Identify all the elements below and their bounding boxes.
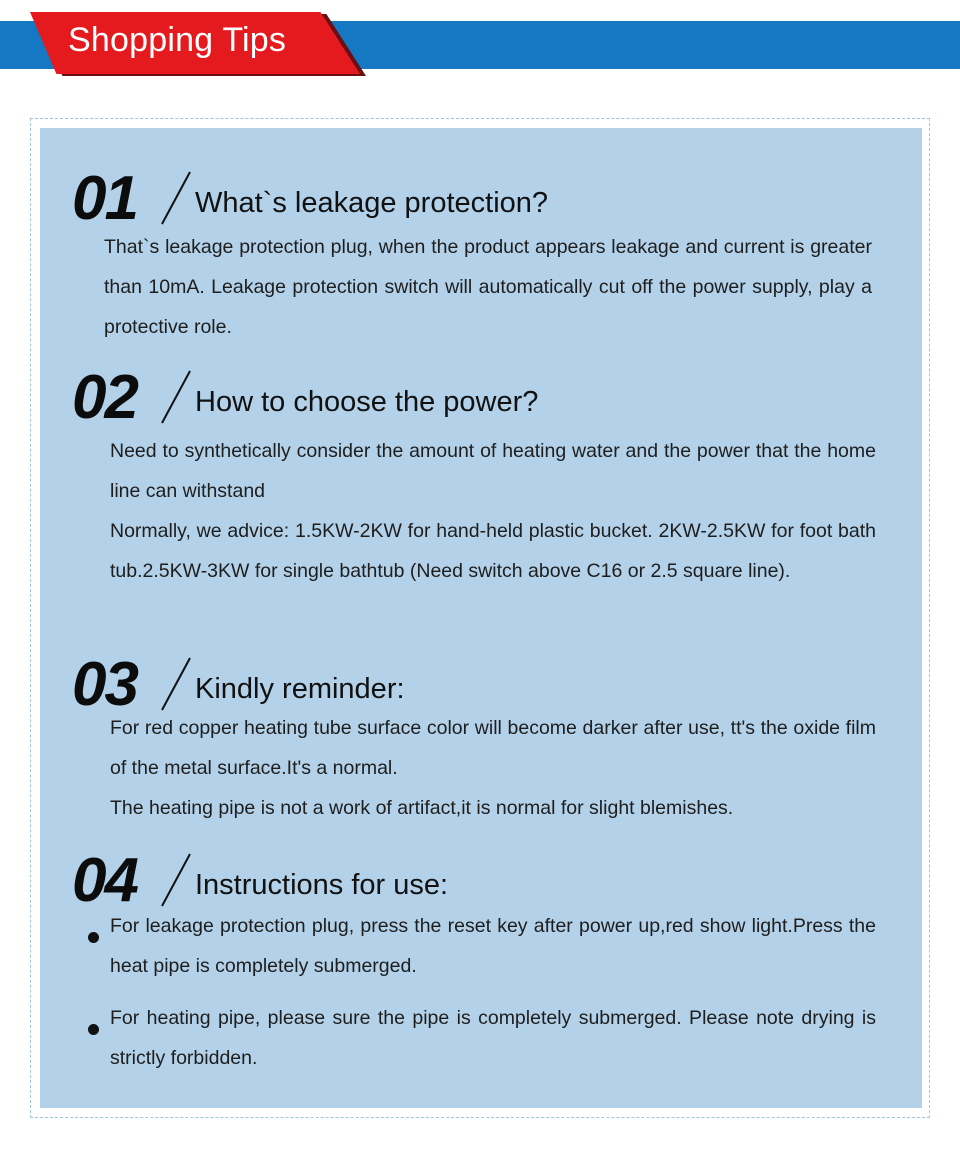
- bullet-item: [110, 998, 876, 1078]
- slash-divider-icon: [156, 369, 196, 425]
- section-body: [104, 227, 872, 347]
- bullet-icon: [88, 932, 99, 943]
- bullet-text: For leakage protection plug, press the reset key after power up,red show light.Press the heat pipe is completely submerged.: [110, 915, 876, 977]
- slash-divider-icon: [156, 852, 196, 908]
- section-heading: What`s leakage protection?: [195, 187, 549, 219]
- section-number: 01: [72, 164, 137, 233]
- paragraph: Need to synthetically consider the amount of heating water and the power that the home line can withstand: [110, 440, 876, 502]
- paragraph: The heating pipe is not a work of artifact,it is normal for slight blemishes.: [110, 797, 734, 819]
- section-02: [40, 363, 922, 633]
- section-body: [110, 431, 876, 591]
- section-heading: Instructions for use:: [195, 869, 449, 901]
- section-heading: How to choose the power?: [195, 386, 539, 418]
- slash-divider-icon: [156, 170, 196, 226]
- tips-panel: [40, 128, 922, 1108]
- page-title: Shopping Tips: [68, 21, 287, 59]
- slash-divider-icon: [156, 656, 196, 712]
- bullet-item: [110, 906, 876, 986]
- bullet-text: For heating pipe, please sure the pipe is completely submerged. Please note drying is strictly forbidden.: [110, 1007, 876, 1069]
- section-03: [40, 650, 922, 840]
- section-number: 03: [72, 650, 137, 719]
- paragraph: For red copper heating tube surface color will become darker after use, tt's the oxide film of the metal surface.It's a normal.: [110, 717, 876, 779]
- section-number: 04: [72, 846, 137, 915]
- section-01: [40, 164, 922, 344]
- section-number: 02: [72, 363, 137, 432]
- bullet-icon: [88, 1024, 99, 1035]
- section-04: [40, 846, 922, 1086]
- paragraph: That`s leakage protection plug, when the product appears leakage and current is greater than 10mA. Leakage protection switch will automatically cut off the power supply, play a protective role.: [104, 236, 872, 338]
- paragraph: Normally, we advice: 1.5KW-2KW for hand-held plastic bucket. 2KW-2.5KW for foot bath tub.2.5KW-3KW for single bathtub (Need switch above C16 or 2.5 square line).: [110, 520, 876, 582]
- section-body: [110, 708, 876, 828]
- section-heading: Kindly reminder:: [195, 673, 405, 705]
